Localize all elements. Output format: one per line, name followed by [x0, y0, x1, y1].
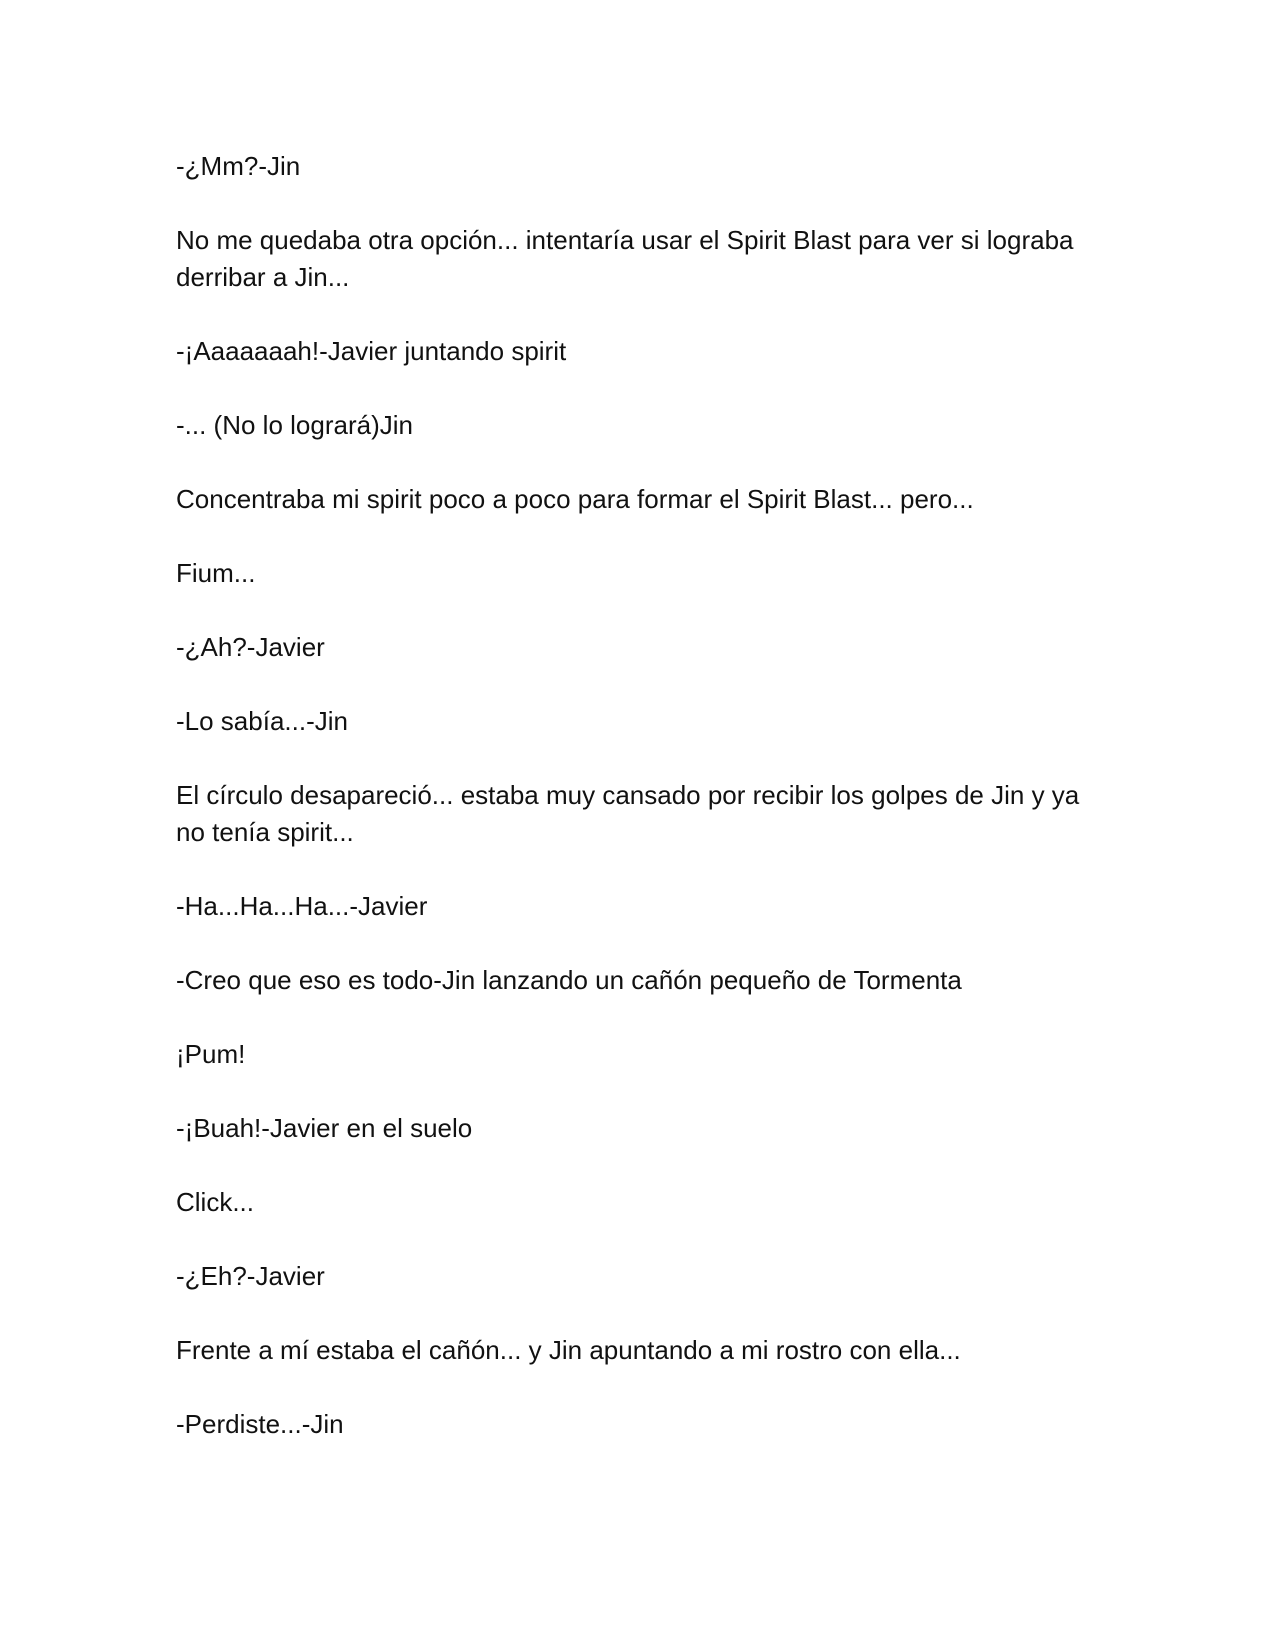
paragraph-narration-spirit-blast-plan: No me quedaba otra opción... intentaría usar el Spirit Blast para ver si lograba derribar a Jin...: [176, 225, 1074, 292]
paragraph-dialogue-jin-cannon: -Creo que eso es todo-Jin lanzando un cañón pequeño de Tormenta: [176, 965, 962, 995]
paragraph-narration-cannon-aimed: Frente a mí estaba el cañón... y Jin apuntando a mi rostro con ella...: [176, 1335, 961, 1365]
paragraph-dialogue-javier-panting: -Ha...Ha...Ha...-Javier: [176, 891, 428, 921]
paragraph-dialogue-jin-mm: -¿Mm?-Jin: [176, 151, 301, 181]
paragraph-sound-pum: ¡Pum!: [176, 1039, 246, 1069]
paragraph-dialogue-javier-ah: -¿Ah?-Javier: [176, 632, 325, 662]
paragraph-dialogue-jin-lost: -Perdiste...-Jin: [176, 1409, 344, 1439]
paragraph-narration-concentrating: Concentraba mi spirit poco a poco para formar el Spirit Blast... pero...: [176, 484, 974, 514]
paragraph-narration-circle-vanished: El círculo desapareció... estaba muy cansado por recibir los golpes de Jin y ya no tenía spirit...: [176, 780, 1080, 847]
paragraph-sound-fium: Fium...: [176, 558, 256, 588]
paragraph-dialogue-jin-thought: -... (No lo logrará)Jin: [176, 410, 413, 440]
paragraph-dialogue-jin-knew: -Lo sabía...-Jin: [176, 706, 348, 736]
paragraph-dialogue-javier-floor: -¡Buah!-Javier en el suelo: [176, 1113, 473, 1143]
paragraph-dialogue-javier-shout: -¡Aaaaaaah!-Javier juntando spirit: [176, 336, 567, 366]
paragraph-sound-click: Click...: [176, 1187, 254, 1217]
story-text: [176, 148, 1106, 1480]
paragraph-dialogue-javier-eh: -¿Eh?-Javier: [176, 1261, 325, 1291]
